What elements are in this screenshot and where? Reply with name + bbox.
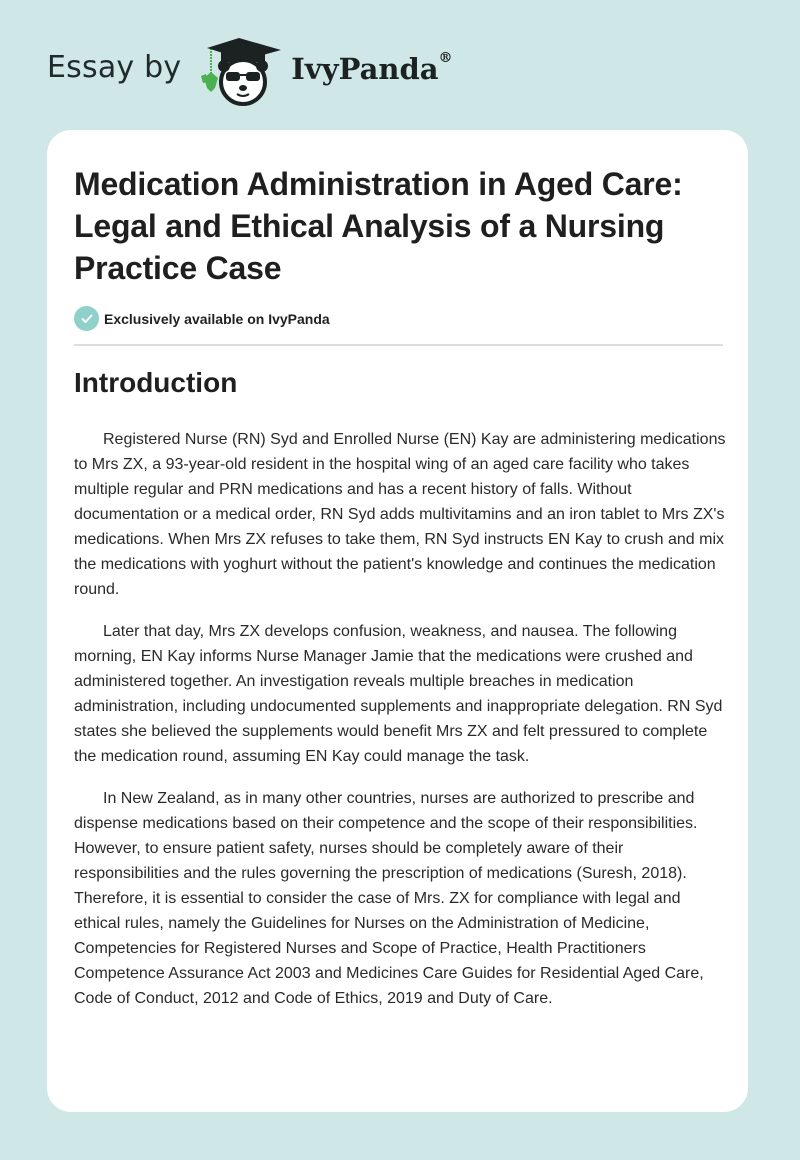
divider: [74, 344, 723, 346]
essay-by-label: Essay by: [47, 49, 182, 85]
section-body: [74, 427, 726, 1028]
paragraph: Later that day, Mrs ZX develops confusion, weakness, and nausea. The following morning, EN Kay informs Nurse Manager Jamie that the medications were crushed and administered together. An investigation reveals multiple breaches in medication administration, including undocumented supplements and inappropriate delegation. RN Syd states she believed the supplements would benefit Mrs ZX and felt pressured to complete the medication round, assuming EN Kay could manage the task.: [74, 623, 723, 765]
section-heading-introduction: Introduction: [74, 367, 238, 398]
paragraph: In New Zealand, as in many other countries, nurses are authorized to prescribe and dispense medications based on their competence and the scope of their responsibilities. However, to ensure patient safety, nurses should be completely aware of their responsibilities and the rules governing the prescription of medications (Suresh, 2018). Therefore, it is essential to consider the case of Mrs. ZX for compliance with legal and ethical rules, namely the Guidelines for Nurses on the Administration of Medicine, Competencies for Registered Nurses and Scope of Practice, Health Practitioners Competence Assurance Act 2003 and Medicines Care Guides for Residential Aged Care, Code of Conduct, 2012 and Code of Ethics, 2019 and Duty of Care.: [74, 790, 704, 1007]
exclusive-badge: [74, 306, 330, 331]
page-title: Medication Administration in Aged Care: Legal and Ethical Analysis of a Nursing Practice Case: [74, 166, 683, 286]
panda-graduate-logo-icon[interactable]: [199, 36, 283, 106]
registered-mark: ®: [438, 50, 453, 67]
site-header: [47, 36, 453, 106]
essay-card: [47, 130, 748, 1112]
brand-name[interactable]: [291, 52, 452, 86]
brand-text: IvyPanda: [291, 52, 439, 86]
badge-label: Exclusively available on IvyPanda: [104, 310, 330, 327]
check-circle-icon: [74, 306, 99, 331]
paragraph: Registered Nurse (RN) Syd and Enrolled Nurse (EN) Kay are administering medications to Mrs ZX, a 93-year-old resident in the hospital wing of an aged care facility who takes multiple regular and PRN medications and has a recent history of falls. Without documentation or a medical order, RN Syd adds multivitamins and an iron tablet to Mrs ZX's medications. When Mrs ZX refuses to take them, RN Syd instructs EN Kay to crush and mix the medications with yoghurt without the patient's knowledge and continues the medication round.: [74, 431, 726, 598]
